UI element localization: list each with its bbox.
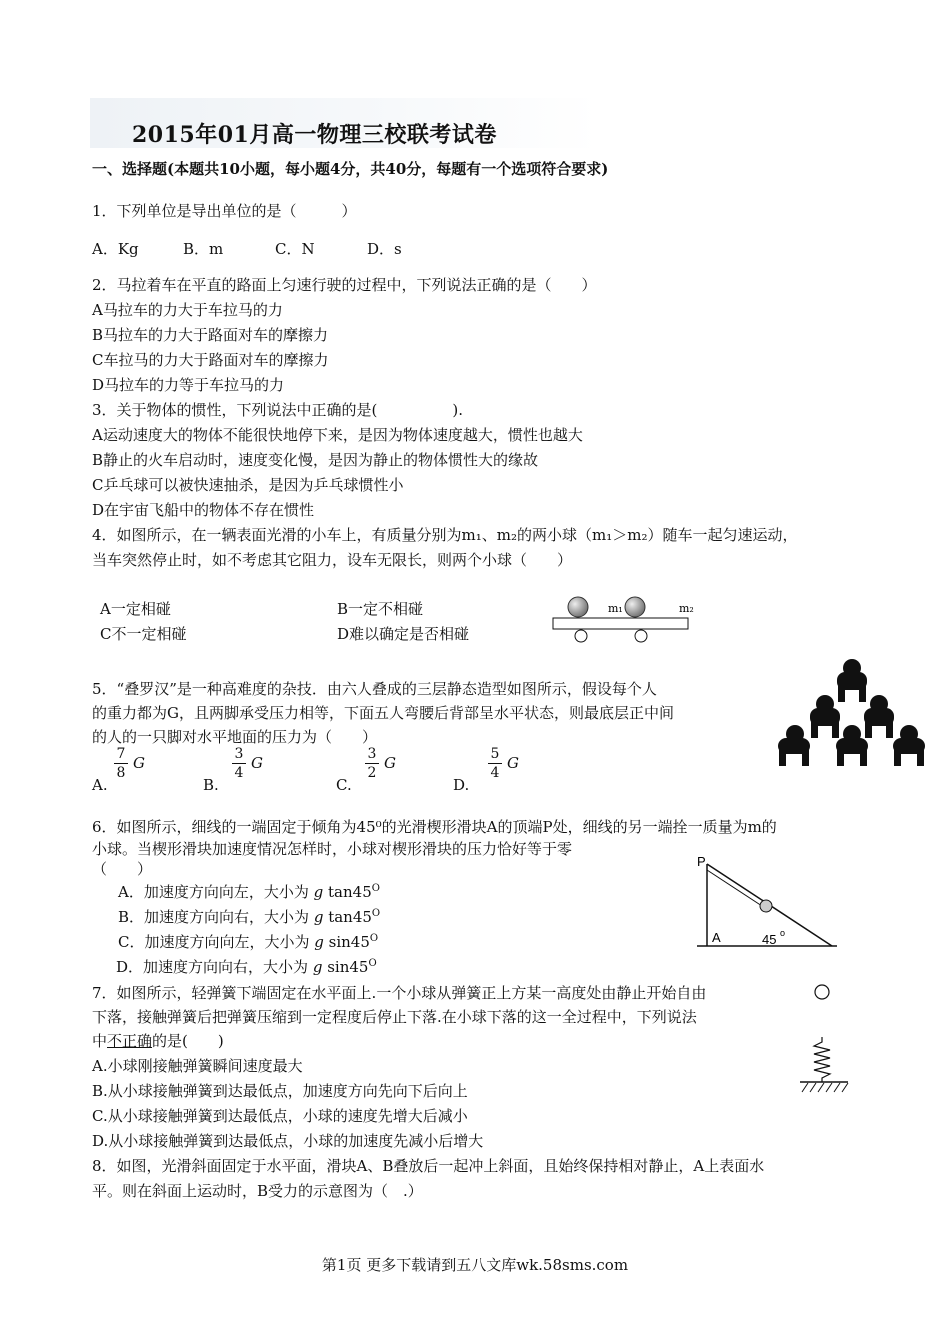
q7-stem-suffix: 的是( ) [152,1032,224,1050]
q4-option-b: B一定不相碰 [337,600,424,618]
ball-m1 [568,597,588,617]
q4-stem-line2: 当车突然停止时，如不考虑其它阻力，设车无限长，则两个小球（ ） [92,551,573,569]
q5-option-b-num: 3 [234,746,244,762]
q4-option-c: C不一定相碰 [100,625,187,643]
q5-option-d-num: 5 [490,746,500,762]
q4-option-d: D难以确定是否相碰 [337,625,470,643]
person-middle-left [810,695,840,738]
ground-hatch [802,1083,848,1092]
q5-stem-line1: 5．“叠罗汉”是一种高难度的杂技．由六人叠成的三层静态造型如图所示，假设每个人 [92,680,657,698]
ball [760,900,772,912]
q3-stem: 3．关于物体的惯性，下列说法中正确的是( ). [92,401,464,419]
cart-figure [548,594,698,644]
q1-option-b: B．m [183,240,224,258]
q6-option-c-fn: sin45 [328,933,370,951]
q7-option-a: A.小球刚接触弹簧瞬间速度最大 [92,1057,303,1075]
section-heading: 一、选择题(本题共10小题，每小题4分，共40分，每题有一个选项符合要求) [92,160,609,178]
person-middle-right [864,695,894,738]
q3-option-b: B静止的火车启动时，速度变化慢，是因为静止的物体惯性大的缘故 [92,451,539,469]
q5-option-a-g: G [133,754,145,772]
q6-option-d-deg: O [368,958,377,969]
q6-option-c-deg: O [369,933,379,944]
q7-stem-line2: 下落，接触弹簧后把弹簧压缩到一定程度后停止下落.在小球下落的这一全过程中，下列说法 [92,1008,697,1026]
q7-option-c: C.从小球接触弹簧到达最低点，小球的速度先增大后减小 [92,1107,468,1125]
q6-option-a-label: A．加速度方向向左，大小为 [118,883,309,901]
q5-option-c-g: G [384,754,396,772]
angle-degree-mark: o [780,928,786,938]
q3-option-a: A运动速度大的物体不能很快地停下来，是因为物体速度越大，惯性也越大 [92,426,583,444]
q6-stem-line2: 小球。当楔形滑块加速度情况怎样时，小球对楔形滑块的压力恰好等于零 [92,840,573,858]
q1-option-c: C．N [275,240,315,258]
q5-option-d-den: 4 [490,765,500,781]
q6-option-b [118,906,380,927]
q7-option-d: D.从小球接触弹簧到达最低点，小球的加速度先减小后增大 [92,1132,484,1150]
q6-option-d [116,956,377,977]
q2-option-b: B马拉车的力大于路面对车的摩擦力 [92,326,329,344]
cart-body [553,618,688,629]
q5-option-d-letter: D. [453,776,470,794]
q1-option-d: D．s [367,240,402,258]
q6-option-b-fn: tan45 [328,908,372,926]
q6-stem-line1: 6．如图所示，细线的一端固定于倾角为45⁰的光滑楔形滑块A的顶端P处，细线的另一端拴一质量为m的 [92,818,777,836]
q5-option-d-fraction [488,746,519,781]
person-bottom-left [778,725,810,766]
q5-option-a-den: 8 [116,765,126,781]
q5-option-c-den: 2 [367,765,377,781]
ball-m2 [625,597,645,617]
q5-option-d-g: G [507,754,519,772]
q5-option-b-den: 4 [234,765,244,781]
q1-stem: 1．下列单位是导出单位的是（ ） [92,202,357,220]
q7-stem-prefix: 中 [92,1032,108,1050]
q7-option-b: B.从小球接触弹簧到达最低点，加速度方向先向下后向上 [92,1082,468,1100]
q1-option-a: A．Kg [92,240,139,258]
cart-wheel-left [575,630,587,642]
wedge-figure [692,852,842,952]
person-top [837,659,867,702]
q7-stem-emphasis: 不正确 [107,1032,153,1050]
page-title: 2015年01月高一物理三校联考试卷 [132,122,497,148]
q5-stem-line3: 的人的一只脚对水平地面的压力为（ ） [92,728,378,746]
string [707,870,762,906]
q6-option-a-deg: O [371,883,380,894]
q5-option-a-letter: A. [92,776,108,794]
q8-stem-line1: 8．如图，光滑斜面固定于水平面，滑块A、B叠放后一起冲上斜面，且始终保持相对静止，A上表面水 [92,1157,765,1175]
q5-option-a-num: 7 [116,746,126,762]
wedge-a-label: A [712,930,721,945]
q5-option-c-num: 3 [367,746,377,762]
q4-stem-line1: 4．如图所示，在一辆表面光滑的小车上，有质量分别为m₁、m₂的两小球（m₁＞m₂）随车一起匀速运动， [92,526,798,544]
q6-option-d-label: D．加速度方向向右，大小为 [116,958,309,976]
human-pyramid-figure [765,656,940,768]
q5-option-b-letter: B. [203,776,219,794]
q6-option-b-g: g [313,908,324,926]
person-bottom-middle [836,725,868,766]
label-m2: m₂ [679,602,694,615]
q4-option-a: A一定相碰 [100,600,171,618]
q2-option-d: D马拉车的力等于车拉马的力 [92,376,285,394]
q6-option-d-fn: sin45 [327,958,369,976]
q2-option-a: A马拉车的力大于车拉马的力 [92,301,283,319]
q6-stem-line3: （ ） [92,860,153,878]
q6-option-c-g: g [314,933,324,951]
q5-option-b-g: G [251,754,263,772]
q7-stem-line1: 7．如图所示，轻弹簧下端固定在水平面上.一个小球从弹簧正上方某一高度处由静止开始自由 [92,984,707,1002]
q2-option-c: C车拉马的力大于路面对车的摩擦力 [92,351,329,369]
q6-option-a-g: g [313,883,324,901]
q5-option-a-fraction [114,746,145,781]
q3-option-d: D在宇宙飞船中的物体不存在惯性 [92,501,315,519]
q6-option-a-fn: tan45 [328,883,372,901]
q6-option-d-g: g [312,958,323,976]
ball [815,985,829,999]
q5-stem-line2: 的重力都为G，且两脚承受压力相等，下面五人弯腰后背部呈水平状态，则最底层正中间 [92,704,674,722]
q6-option-b-deg: O [371,908,381,919]
page-footer: 第1页 更多下载请到五八文库wk.58sms.com [321,1256,629,1274]
q5-option-b-fraction [232,746,263,781]
q6-option-b-label: B．加速度方向向右，大小为 [118,908,310,926]
q3-option-c: C乒乓球可以被快速抽杀，是因为乒乓球惯性小 [92,476,404,494]
q7-stem-line3 [92,1030,224,1051]
q2-stem: 2．马拉着车在平直的路面上匀速行驶的过程中，下列说法正确的是（ ） [92,276,597,294]
person-bottom-right [893,725,925,766]
point-p-label: P [697,854,706,869]
q8-stem-line2: 平。则在斜面上运动时，B受力的示意图为（ .） [92,1182,423,1200]
label-m1: m₁ [608,602,623,615]
q5-option-c-fraction [365,746,396,781]
q5-option-c-letter: C. [336,776,352,794]
cart-wheel-right [635,630,647,642]
spring-figure [796,982,856,1097]
angle-label: 45 [762,932,777,947]
q6-option-c-label: C．加速度方向向左，大小为 [118,933,310,951]
spring [814,1037,830,1082]
q6-option-a [118,881,380,902]
q6-option-c [118,931,378,952]
